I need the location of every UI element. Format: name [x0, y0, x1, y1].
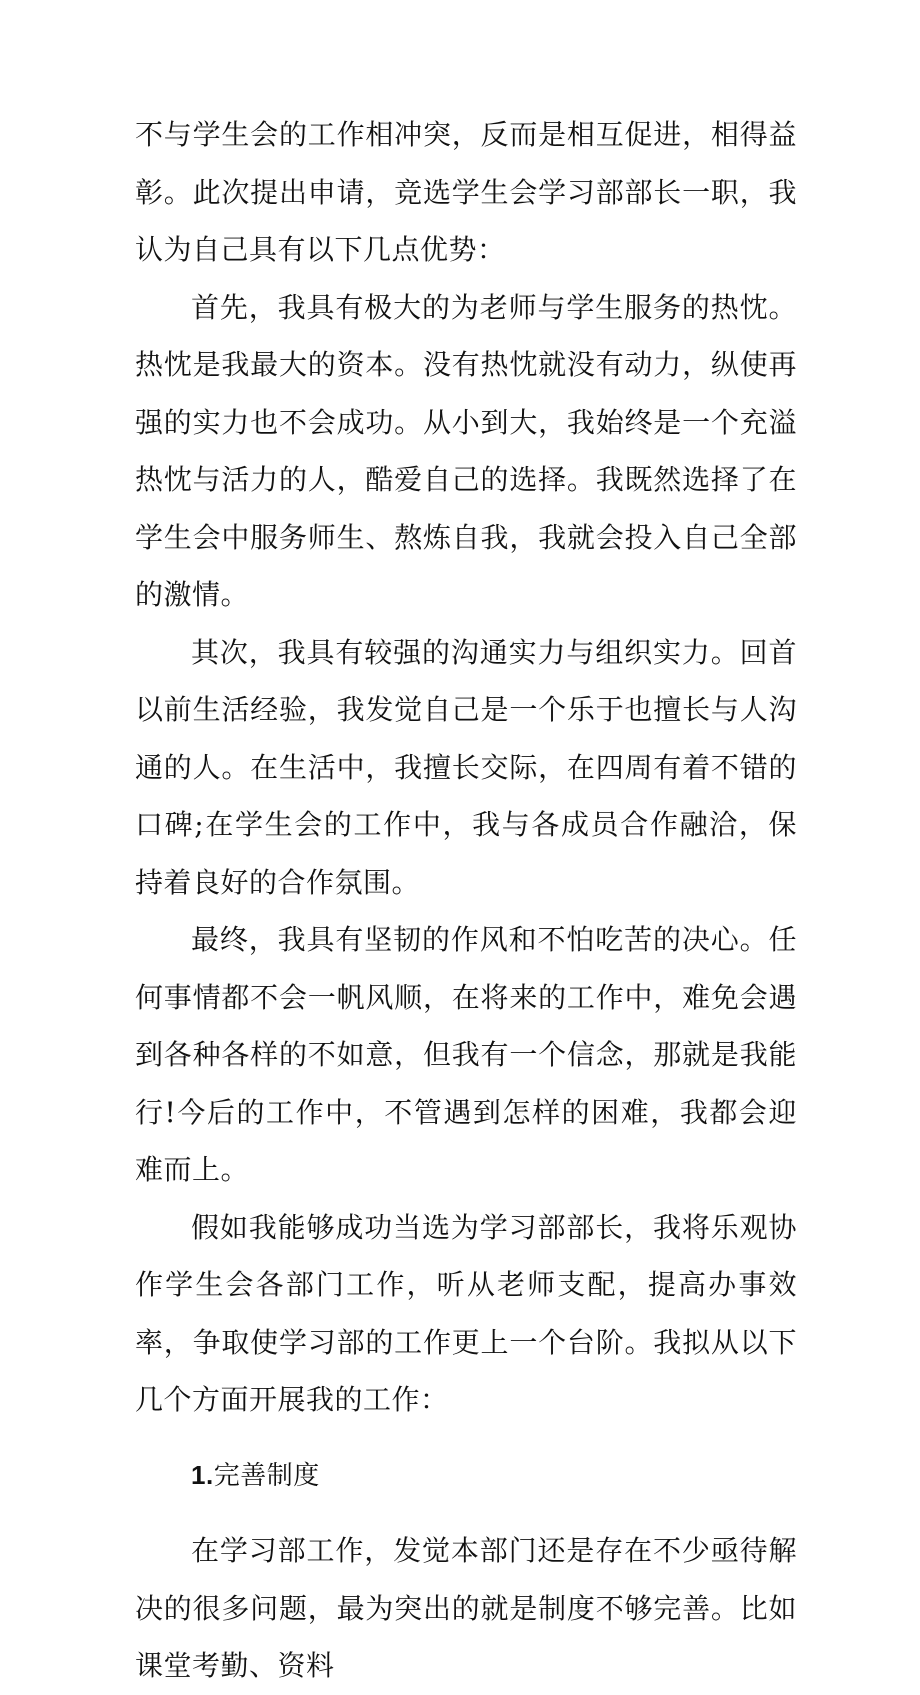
- paragraph-continuation: 不与学生会的工作相冲突，反而是相互促进，相得益彰。此次提出申请，竞选学生会学习部部长一职，我认为自己具有以下几点优势：: [135, 118, 797, 266]
- section-number: 1.: [191, 1459, 214, 1490]
- paragraph-advantage-communication: 其次，我具有较强的沟通实力与组织实力。回首以前生活经验，我发觉自己是一个乐于也擅长与人沟通的人。在生活中，我擅长交际，在四周有着不错的口碑;在学生会的工作中，我与各成员合作融洽，保持着良好的合作氛围。: [135, 635, 797, 899]
- section-title: 完善制度: [213, 1459, 320, 1490]
- document-body: [135, 106, 797, 1695]
- paragraph-advantage-determination: 最终，我具有坚韧的作风和不怕吃苦的决心。任何事情都不会一帆风顺，在将来的工作中，难免会遇到各种各样的不如意，但我有一个信念，那就是我能行!今后的工作中，不管遇到怎样的困难，我都会迎难而上。: [135, 923, 797, 1186]
- paragraph-work-plan: 假如我能够成功当选为学习部部长，我将乐观协作学生会各部门工作，听从老师支配，提高办事效率，争取使学习部的工作更上一个台阶。我拟从以下几个方面开展我的工作：: [135, 1210, 797, 1416]
- section-heading: [135, 1447, 797, 1505]
- paragraph-advantage-enthusiasm: 首先，我具有极大的为老师与学生服务的热忱。热忱是我最大的资本。没有热忱就没有动力，纵使再强的实力也不会成功。从小到大，我始终是一个充溢热忱与活力的人，酷爱自己的选择。我既然选择了在学生会中服务师生、熬炼自我，我就会投入自己全部的激情。: [135, 290, 797, 611]
- paragraph-system-issues: 在学习部工作，发觉本部门还是存在不少亟待解决的很多问题，最为突出的就是制度不够完善。比如课堂考勤、资料: [135, 1534, 797, 1682]
